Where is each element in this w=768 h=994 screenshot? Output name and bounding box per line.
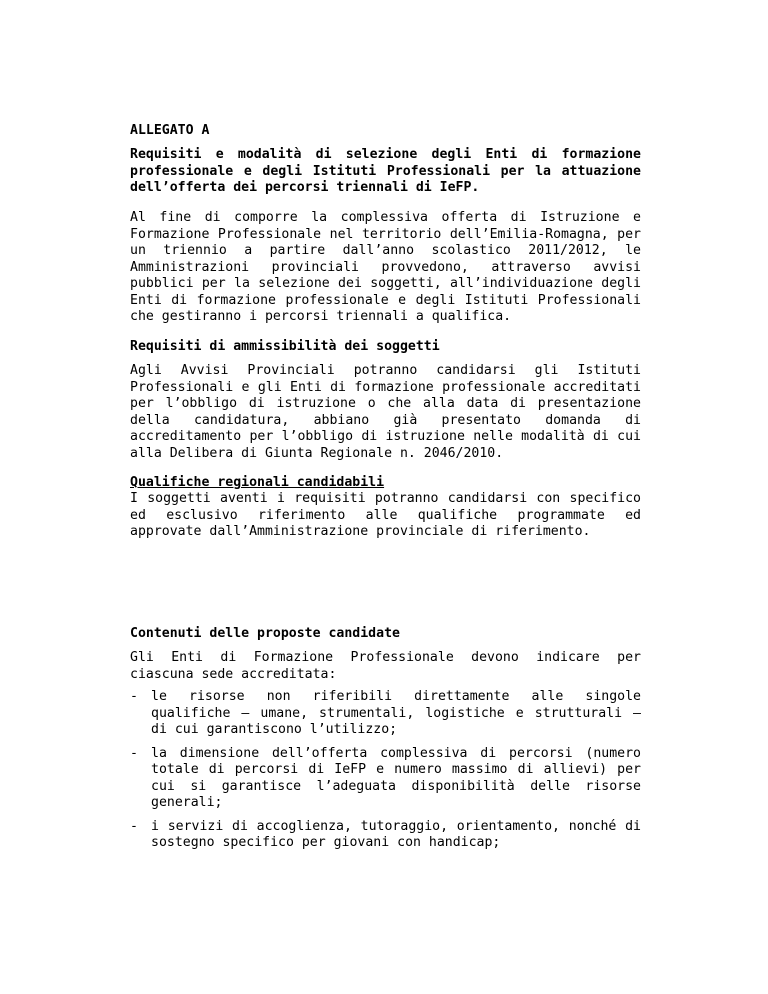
- section-body-contenuti: Gli Enti di Formazione Professionale devono indicare per ciascuna sede accreditata:: [130, 650, 641, 682]
- section-heading-requisiti: Requisiti di ammissibilità dei soggetti: [130, 339, 440, 354]
- list-item-text: le risorse non riferibili direttamente alle singole qualifiche – umane, strumentali, logistiche e strutturali – di cui garantiscono l’utilizzo;: [151, 689, 641, 737]
- section-heading-qualifiche: Qualifiche regionali candidabili: [130, 475, 385, 490]
- document-title: Requisiti e modalità di selezione degli Enti di formazione professionale e degli Istituti Professionali per la attuazione dell’offerta dei percorsi triennali di IeFP.: [130, 147, 641, 195]
- bullet-marker: -: [130, 818, 138, 834]
- bullet-marker: -: [130, 745, 138, 761]
- bullet-marker: -: [130, 689, 138, 704]
- requirements-list: [130, 689, 641, 859]
- intro-paragraph: Al fine di comporre la complessiva offerta di Istruzione e Formazione Professionale nel territorio dell’Emilia-Romagna, per un triennio a partire dall’anno scolastico 2011/2012, le Amministrazioni provinciali provvedono, attraverso avvisi pubblici per la selezione dei soggetti, all’individuazione degli Enti di formazione professionale e degli Istituti Professionali che gestiranno i percorsi triennali a qualifica.: [130, 210, 641, 324]
- section-body-qualifiche: I soggetti aventi i requisiti potranno candidarsi con specifico ed esclusivo riferimento alle qualifiche programmate ed approvate dall’Amministrazione provinciale di riferimento.: [130, 491, 641, 539]
- list-item: [130, 819, 641, 852]
- allegato-label: ALLEGATO A: [130, 123, 210, 138]
- list-item: [130, 746, 641, 812]
- list-item-text: i servizi di accoglienza, tutoraggio, orientamento, nonché di sostegno specifico per giovani con handicap;: [151, 818, 641, 850]
- section-heading-contenuti: Contenuti delle proposte candidate: [130, 626, 400, 641]
- section-body-requisiti: Agli Avvisi Provinciali potranno candidarsi gli Istituti Professionali e gli Enti di formazione professionale accreditati per l’obbligo di istruzione o che alla data di presentazione della candidatura, abbiano già presentato domanda di accreditamento per l’obbligo di istruzione nelle modalità di cui alla Delibera di Giunta Regionale n. 2046/2010.: [130, 363, 641, 461]
- list-item-text: la dimensione dell’offerta complessiva di percorsi (numero totale di percorsi di IeFP e numero massimo di allievi) per cui si garantisce l’adeguata disponibilità delle risorse generali;: [151, 745, 641, 810]
- list-item: [130, 689, 641, 739]
